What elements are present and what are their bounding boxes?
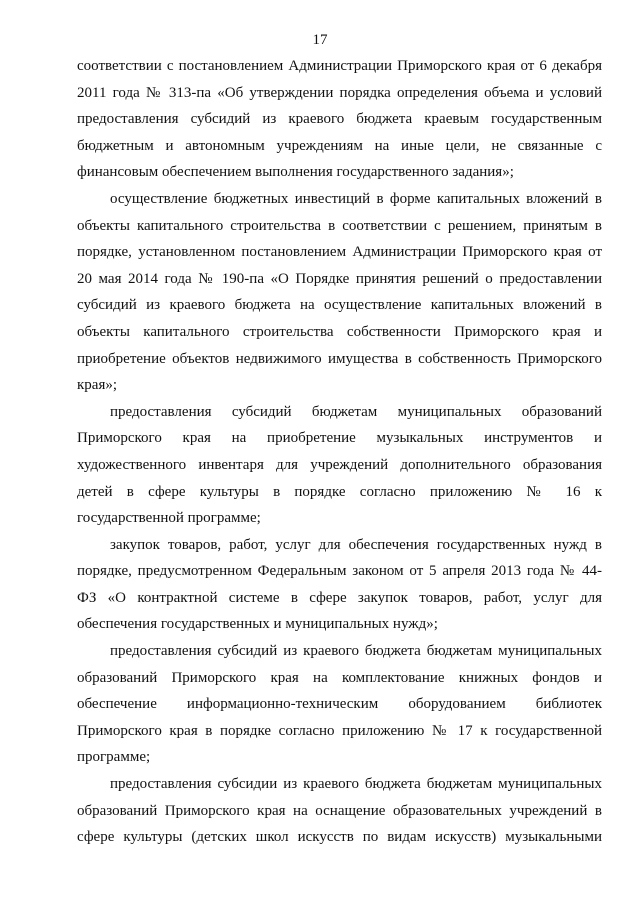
paragraph-line: объекты капитального строительства в соответствии с решением, принятым в: [77, 217, 602, 234]
paragraph-line: программе;: [77, 749, 151, 766]
paragraph-line: сфере культуры (детских школ искусств по видам искусств) музыкальными: [77, 829, 602, 846]
paragraph-line: обеспечения государственных и муниципальных нужд»;: [77, 616, 438, 633]
paragraph: [77, 532, 602, 638]
paragraph-line: образований Приморского края на комплектование книжных фондов и: [77, 669, 602, 686]
paragraph-line: Приморского края в порядке согласно приложению № 17 к государственной: [77, 722, 602, 739]
paragraph-line: предоставления субсидий бюджетам муниципальных образований: [110, 403, 602, 420]
paragraph-line: закупок товаров, работ, услуг для обеспечения государственных нужд в: [110, 536, 602, 553]
paragraph-line: субсидий из краевого бюджета на осуществление капитальных вложений в: [77, 297, 602, 314]
paragraph-line: края»;: [77, 377, 118, 394]
paragraph-line: предоставления субсидий из краевого бюджета бюджетам муниципальных: [110, 643, 602, 660]
paragraph-line: порядке, предусмотренном Федеральным законом от 5 апреля 2013 года № 44-: [77, 563, 602, 580]
document-body: [77, 53, 602, 851]
paragraph: [77, 771, 602, 851]
paragraph-line: обеспечение информационно-техническим оборудованием библиотек: [77, 696, 602, 713]
paragraph-line: Приморского края на приобретение музыкальных инструментов и: [77, 430, 602, 447]
paragraph-line: художественного инвентаря для учреждений дополнительного образования: [77, 456, 602, 473]
paragraph-line: соответствии с постановлением Администрации Приморского края от 6 декабря: [77, 58, 602, 74]
paragraph-line: детей в сфере культуры в порядке согласно приложению № 16 к: [77, 483, 602, 500]
paragraph-line: образований Приморского края на оснащение образовательных учреждений в: [77, 802, 602, 819]
paragraph-line: 20 мая 2014 года № 190-па «О Порядке принятия решений о предоставлении: [77, 270, 602, 287]
paragraph: [77, 638, 602, 771]
paragraph-line: финансовым обеспечением выполнения государственного задания»;: [77, 164, 514, 181]
paragraph-line: ФЗ «О контрактной системе в сфере закупок товаров, работ, услуг для: [77, 589, 602, 606]
paragraph-line: объекты капитального строительства собственности Приморского края и: [77, 323, 602, 340]
paragraph: [77, 186, 602, 399]
paragraph-line: предоставления субсидии из краевого бюджета бюджетам муниципальных: [110, 776, 602, 793]
paragraph: [77, 399, 602, 532]
paragraph-line: порядке, установленном постановлением Администрации Приморского края от: [77, 244, 602, 261]
paragraph-line: государственной программе;: [77, 510, 261, 527]
paragraph-line: бюджетным и автономным учреждениям на иные цели, не связанные с: [77, 137, 602, 154]
paragraph-line: приобретение объектов недвижимого имущества в собственность Приморского: [77, 350, 602, 367]
page-number: 17: [312, 32, 328, 48]
paragraph-line: предоставления субсидий из краевого бюджета краевым государственным: [77, 111, 602, 128]
paragraph-line: 2011 года № 313-па «Об утверждении порядка определения объема и условий: [77, 84, 602, 101]
paragraph: [77, 53, 602, 186]
paragraph-line: осуществление бюджетных инвестиций в форме капитальных вложений в: [110, 190, 602, 207]
